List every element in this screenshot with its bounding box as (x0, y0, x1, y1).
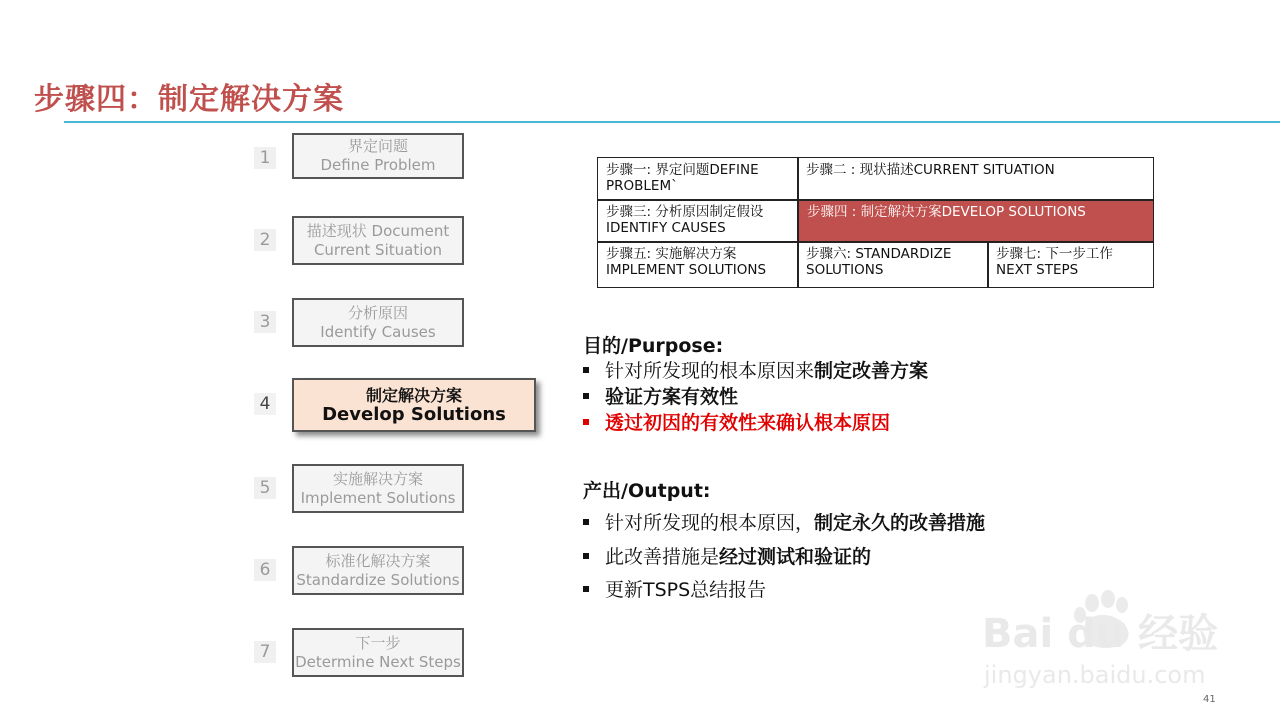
table-divider (987, 242, 989, 288)
table-divider (797, 158, 799, 288)
bullet-text: 针对所发现的根本原因， (605, 512, 815, 534)
page-title: 步骤四：制定解决方案 (34, 82, 344, 117)
bullet-text-bold: 制定改善方案 (814, 360, 929, 382)
cell-line: NEXT STEPS (996, 262, 1079, 278)
step-number-5: 5 (254, 477, 276, 499)
step-label-cn: 下一步 (355, 633, 401, 652)
watermark-brand: Bai du 经验 (982, 611, 1219, 657)
purpose-bullet-1 (583, 356, 928, 383)
cell-line: SOLUTIONS (806, 262, 884, 278)
table-cell-step7 (988, 242, 1153, 288)
step-box-implement-solutions[interactable] (292, 464, 464, 513)
cell-line: 步骤一: 界定问题DEFINE (606, 162, 759, 178)
bullet-text-bold: 制定永久的改善措施 (814, 512, 986, 534)
cell-line: 步骤二 : 现状描述CURRENT SITUATION (806, 162, 1055, 178)
table-cell-step6 (798, 242, 988, 288)
step-box-next-steps[interactable] (292, 628, 464, 677)
purpose-bullet-2 (583, 382, 738, 409)
bullet-square-icon (583, 367, 589, 373)
output-heading: 产出/Output: (583, 480, 711, 502)
bullet-text: 针对所发现的根本原因来 (605, 360, 815, 382)
cell-line: 步骤七: 下一步工作 (996, 246, 1113, 262)
baidu-jingyan-watermark (980, 585, 1220, 695)
table-cell-step3 (598, 200, 798, 242)
cell-line: PROBLEM` (606, 178, 678, 194)
bullet-square-icon (583, 553, 589, 559)
step-number-2: 2 (254, 229, 276, 251)
step-box-standardize-solutions[interactable] (292, 546, 464, 595)
step-number-1: 1 (254, 147, 276, 169)
table-divider (598, 241, 1153, 243)
bullet-square-icon (583, 519, 589, 525)
cell-line: 步骤六: STANDARDIZE (806, 246, 952, 262)
step-label-cn: 实施解决方案 (332, 469, 423, 488)
step-label-en: Define Problem (320, 156, 436, 174)
step-label-cn: 界定问题 (347, 137, 408, 155)
step-number-4: 4 (254, 393, 276, 415)
bullet-text: 此改善措施是 (605, 546, 720, 568)
cell-line: 步骤四 : 制定解决方案DEVELOP SOLUTIONS (807, 204, 1086, 220)
title-divider (64, 121, 1280, 123)
step-label-cn: 制定解决方案 (365, 386, 462, 405)
cell-line: IMPLEMENT SOLUTIONS (606, 262, 767, 278)
table-cell-step5 (598, 242, 798, 288)
watermark-url: jingyan.baidu.com (984, 661, 1206, 689)
bullet-text: 透过初因的有效性来确认根本原因 (605, 412, 891, 434)
output-bullet-3 (583, 575, 766, 602)
step-label-en: Implement Solutions (300, 488, 456, 507)
bullet-square-icon (583, 419, 589, 425)
cell-line: IDENTIFY CAUSES (606, 220, 726, 236)
step-label-cn: 分析原因 (347, 303, 408, 322)
bullet-text: 验证方案有效性 (605, 386, 739, 408)
purpose-heading: 目的/Purpose: (583, 335, 724, 357)
step-label-en: Current Situation (313, 240, 443, 259)
step-box-develop-solutions[interactable] (292, 378, 536, 432)
step-number-6: 6 (254, 559, 276, 581)
bullet-text: 更新TSPS总结报告 (605, 579, 767, 601)
table-cell-step4-current (799, 200, 1153, 242)
cell-line: 步骤三: 分析原因制定假设 (606, 204, 764, 220)
step-label-en: Identify Causes (320, 322, 436, 341)
step-box-define-problem[interactable] (292, 133, 464, 179)
bullet-square-icon (583, 586, 589, 592)
output-bullet-1 (583, 508, 985, 535)
table-divider (598, 199, 1153, 201)
table-cell-step2 (798, 158, 1153, 200)
step-label-en: Develop Solutions (322, 404, 506, 425)
table-cell-step1 (598, 158, 798, 200)
step-box-current-situation[interactable] (292, 216, 464, 265)
cell-line: 步骤五: 实施解决方案 (606, 246, 737, 262)
step-number-7: 7 (254, 641, 276, 663)
page-number: 41 (1203, 694, 1216, 705)
step-label-en: Determine Next Steps (295, 652, 461, 671)
steps-overview-table (597, 157, 1154, 288)
bullet-square-icon (583, 393, 589, 399)
step-label-cn: 描述现状 Document (306, 221, 450, 240)
bullet-text-bold: 经过测试和验证的 (719, 546, 872, 568)
purpose-bullet-3 (583, 408, 890, 435)
output-bullet-2 (583, 542, 871, 569)
step-box-identify-causes[interactable] (292, 298, 464, 347)
step-label-en: Standardize Solutions (296, 570, 460, 589)
step-number-3: 3 (254, 311, 276, 333)
step-label-cn: 标准化解决方案 (325, 551, 431, 570)
